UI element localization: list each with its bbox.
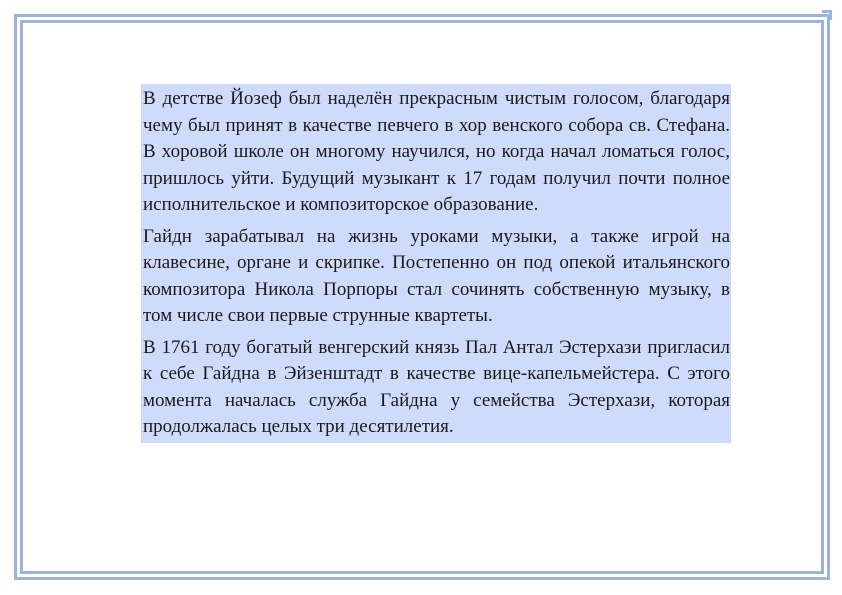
paragraph-early-career: Гайдн зарабатывал на жизнь уроками музыки, а также игрой на клавесине, органе и скрипке. Постепенно он под опекой итальянского композитора Никола Порпоры стал сочинять собственную музыку, в том числе свои первые струнные квартеты.	[143, 225, 730, 326]
text-block	[141, 84, 731, 443]
paragraph-childhood: В детстве Йозеф был наделён прекрасным чистым голосом, благодаря чему был принят в качестве певчего в хор венского собора св. Стефана. В хоровой школе он многому научился, но когда начал ломаться голос, пришлось уйти. Будущий музыкант к 17 годам получил почти полное исполнительское и композиторское образование.	[143, 88, 730, 215]
frame-corner-mark	[822, 10, 832, 20]
paragraph-esterhazy: В 1761 году богатый венгерский князь Пал Антал Эстерхази пригласил к себе Гайдна в Эйзенштадт в качестве вице-капельмейстера. С этого момента началась служба Гайдна у семейства Эстерхази, которая продолжалась целых три десятилетия.	[143, 336, 730, 437]
